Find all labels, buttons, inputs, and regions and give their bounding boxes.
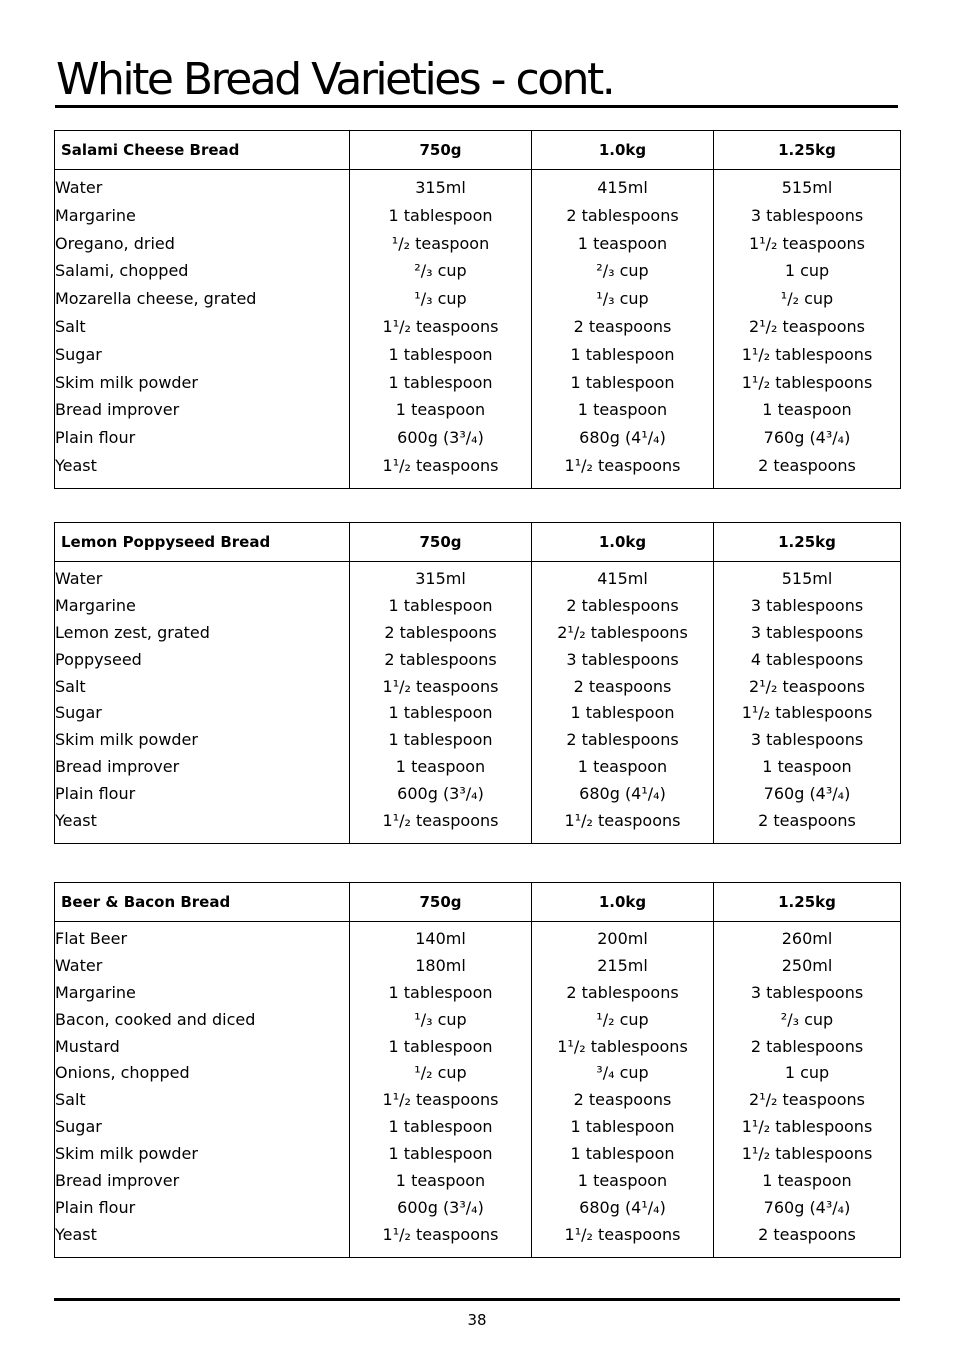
ingredient-amount: ²/₃ cup [780,1009,834,1029]
ingredient-amount: 1 teaspoon [762,400,852,420]
ingredient-name: Plain flour [55,1197,136,1217]
ingredient-amount: 1 cup [784,261,830,281]
ingredient-amount: 1 tablespoon [570,344,675,364]
ingredient-name: Sugar [55,703,102,723]
ingredient-name: Bread improver [55,400,180,420]
ingredient-amount: 2¹/₂ tablespoons [557,622,688,642]
ingredient-name: Bread improver [55,757,180,777]
ingredient-amount: 3 tablespoons [750,595,864,615]
ingredient-amount: ³/₄ cup [596,1063,649,1083]
ingredient-amount: 680g (4¹/₄) [579,428,666,448]
size-column-header: 1.0kg [532,523,714,562]
page-title: White Bread Varieties - cont. [56,54,614,105]
size-column-header: 750g [350,131,532,170]
ingredient-name: Plain flour [55,428,136,448]
ingredient-amount: 2 tablespoons [384,622,497,642]
ingredient-amount: 1 tablespoon [388,1036,493,1056]
ingredient-name: Margarine [55,595,136,615]
ingredient-amount: 515ml [781,178,833,197]
ingredient-amount: ¹/₃ cup [596,289,649,309]
ingredient-amount: 1¹/₂ teaspoons [564,811,681,831]
ingredient-name: Sugar [55,344,102,364]
ingredient-amount: 1¹/₂ teaspoons [564,1224,681,1244]
ingredient-amount: 680g (4¹/₄) [579,784,666,804]
ingredient-amount: 1 teaspoon [577,757,668,777]
ingredient-amount: 250ml [781,955,833,975]
ingredient-name: Flat Beer [55,929,128,948]
ingredient-amount: 2¹/₂ teaspoons [749,1090,865,1110]
ingredient-amount: ¹/₂ cup [596,1009,649,1029]
ingredient-amount: 1¹/₂ tablespoons [741,344,873,364]
ingredient-amount: 1 tablespoon [388,1144,493,1164]
ingredient-name: Margarine [55,982,136,1002]
ingredient-name: Salami, chopped [55,261,189,281]
ingredient-amount: 1 teaspoon [395,757,486,777]
size-column-header: 1.25kg [714,523,901,562]
amounts-column [714,922,901,1258]
ingredient-amount: 1¹/₂ teaspoons [382,676,499,696]
ingredient-name: Bread improver [55,1171,180,1191]
ingredient-amount: 1¹/₂ teaspoons [382,455,499,475]
ingredient-amount: 2¹/₂ teaspoons [749,316,865,336]
ingredient-amount: 1 teaspoon [577,400,668,420]
ingredient-amount: 760g (4³/₄) [763,784,851,804]
ingredient-amount: 215ml [597,955,648,975]
ingredient-amount: 1 tablespoon [388,703,493,723]
ingredient-amount: ¹/₃ cup [414,1009,467,1029]
recipe-name: Beer & Bacon Bread [55,883,350,922]
ingredient-amount: 1¹/₂ teaspoons [382,316,499,336]
ingredient-amount: 180ml [415,955,466,975]
recipe-name: Salami Cheese Bread [55,131,350,170]
ingredient-amount: ¹/₂ cup [780,289,834,309]
recipe-table-2 [54,882,901,1258]
amounts-column [350,922,532,1258]
ingredient-amount: 2 teaspoons [573,316,672,336]
size-column-header: 750g [350,523,532,562]
footer-divider [54,1298,900,1301]
amounts-column [350,170,532,489]
recipe-table-0 [54,130,901,489]
ingredient-amount: 1 teaspoon [395,1171,486,1191]
ingredient-amount: 2 teaspoons [758,811,856,831]
ingredient-amount: 1 teaspoon [395,400,486,420]
ingredient-amount: 1¹/₂ teaspoons [382,1090,499,1110]
ingredient-amount: 680g (4¹/₄) [579,1197,666,1217]
ingredient-name: Plain flour [55,784,136,804]
ingredient-amount: 2 teaspoons [573,676,672,696]
ingredient-amount: 3 tablespoons [750,730,864,750]
recipe-table-1 [54,522,901,844]
ingredient-amount: 1 tablespoon [570,1144,675,1164]
ingredient-amount: 600g (3³/₄) [397,1197,484,1217]
ingredient-amount: 2 teaspoons [758,1224,856,1244]
ingredient-name: Water [55,955,103,975]
ingredient-amount: 1¹/₂ teaspoons [382,811,499,831]
ingredient-amount: 760g (4³/₄) [763,1197,851,1217]
ingredient-amount: 1 tablespoon [388,205,493,225]
amounts-column [532,170,714,489]
ingredient-name: Salt [55,1090,86,1110]
ingredient-amount: 1 tablespoon [570,1117,675,1137]
ingredient-name: Oregano, dried [55,233,175,253]
ingredients-column [55,562,350,844]
ingredient-amount: 1 teaspoon [762,1171,852,1191]
amounts-column [714,562,901,844]
ingredients-column [55,922,350,1258]
amounts-column [714,170,901,489]
ingredient-amount: 260ml [781,929,833,948]
ingredient-amount: 1¹/₂ tablespoons [557,1036,688,1056]
ingredient-amount: 1 tablespoon [570,372,675,392]
ingredient-amount: ²/₃ cup [414,261,467,281]
ingredient-amount: 1¹/₂ teaspoons [564,455,681,475]
ingredient-amount: 2 tablespoons [566,205,679,225]
ingredient-amount: ¹/₂ teaspoon [391,233,490,253]
ingredient-name: Onions, chopped [55,1063,190,1083]
ingredient-name: Lemon zest, grated [55,622,210,642]
ingredient-amount: ²/₃ cup [596,261,649,281]
ingredient-name: Margarine [55,205,136,225]
ingredient-name: Skim milk powder [55,730,198,750]
ingredient-name: Mustard [55,1036,120,1056]
ingredient-name: Sugar [55,1117,102,1137]
ingredient-name: Yeast [55,811,97,831]
ingredient-amount: 1 teaspoon [762,757,852,777]
ingredient-name: Poppyseed [55,649,142,669]
ingredient-amount: 1¹/₂ teaspoons [382,1224,499,1244]
ingredient-amount: 1 tablespoon [388,344,493,364]
ingredient-amount: 2 tablespoons [566,730,679,750]
ingredient-amount: 315ml [415,569,466,588]
ingredient-amount: 200ml [597,929,648,948]
ingredient-amount: 1 tablespoon [388,982,493,1002]
ingredient-amount: 415ml [597,178,648,197]
ingredient-amount: 1¹/₂ tablespoons [741,703,873,723]
ingredient-amount: 1¹/₂ tablespoons [741,372,873,392]
ingredient-amount: 315ml [415,178,466,197]
ingredient-name: Water [55,569,103,588]
ingredient-amount: 2 tablespoons [384,649,497,669]
ingredient-amount: 1 teaspoon [577,233,668,253]
ingredient-amount: 1 tablespoon [388,730,493,750]
ingredient-name: Skim milk powder [55,1144,198,1164]
ingredient-name: Salt [55,316,86,336]
ingredient-amount: 760g (4³/₄) [763,428,851,448]
ingredient-amount: 1 cup [784,1063,830,1083]
ingredient-name: Skim milk powder [55,372,198,392]
ingredient-amount: 415ml [597,569,648,588]
ingredient-amount: 2¹/₂ teaspoons [749,676,865,696]
ingredient-amount: 600g (3³/₄) [397,428,484,448]
size-column-header: 1.0kg [532,883,714,922]
ingredient-amount: ¹/₃ cup [414,289,467,309]
size-column-header: 1.0kg [532,131,714,170]
ingredient-amount: 515ml [781,569,833,588]
ingredient-amount: 4 tablespoons [750,649,864,669]
ingredient-name: Yeast [55,1224,97,1244]
ingredient-amount: 1 tablespoon [570,703,675,723]
ingredient-amount: 1¹/₂ tablespoons [741,1117,873,1137]
ingredient-amount: 1 tablespoon [388,372,493,392]
ingredient-amount: 3 tablespoons [566,649,679,669]
size-column-header: 1.25kg [714,131,901,170]
title-divider [55,105,898,108]
ingredient-name: Water [55,178,103,197]
ingredient-name: Yeast [55,455,97,475]
amounts-column [532,562,714,844]
page-number: 38 [467,1311,487,1329]
ingredient-name: Salt [55,676,86,696]
ingredient-amount: 1¹/₂ teaspoons [749,233,865,253]
ingredient-name: Mozarella cheese, grated [55,289,257,309]
ingredient-amount: 2 tablespoons [566,982,679,1002]
ingredient-amount: 1¹/₂ tablespoons [741,1144,873,1164]
ingredient-amount: 1 tablespoon [388,1117,493,1137]
ingredient-amount: ¹/₂ cup [414,1063,467,1083]
ingredient-amount: 140ml [415,929,466,948]
ingredient-amount: 3 tablespoons [750,982,864,1002]
ingredient-amount: 1 teaspoon [577,1171,668,1191]
amounts-column [350,562,532,844]
size-column-header: 1.25kg [714,883,901,922]
recipe-name: Lemon Poppyseed Bread [55,523,350,562]
ingredient-amount: 2 teaspoons [758,455,856,475]
ingredient-amount: 3 tablespoons [750,622,864,642]
ingredient-amount: 2 tablespoons [566,595,679,615]
size-column-header: 750g [350,883,532,922]
ingredient-name: Bacon, cooked and diced [55,1009,256,1029]
ingredients-column [55,170,350,489]
ingredient-amount: 1 tablespoon [388,595,493,615]
ingredient-amount: 3 tablespoons [750,205,864,225]
ingredient-amount: 600g (3³/₄) [397,784,484,804]
amounts-column [532,922,714,1258]
ingredient-amount: 2 tablespoons [750,1036,864,1056]
ingredient-amount: 2 teaspoons [573,1090,672,1110]
